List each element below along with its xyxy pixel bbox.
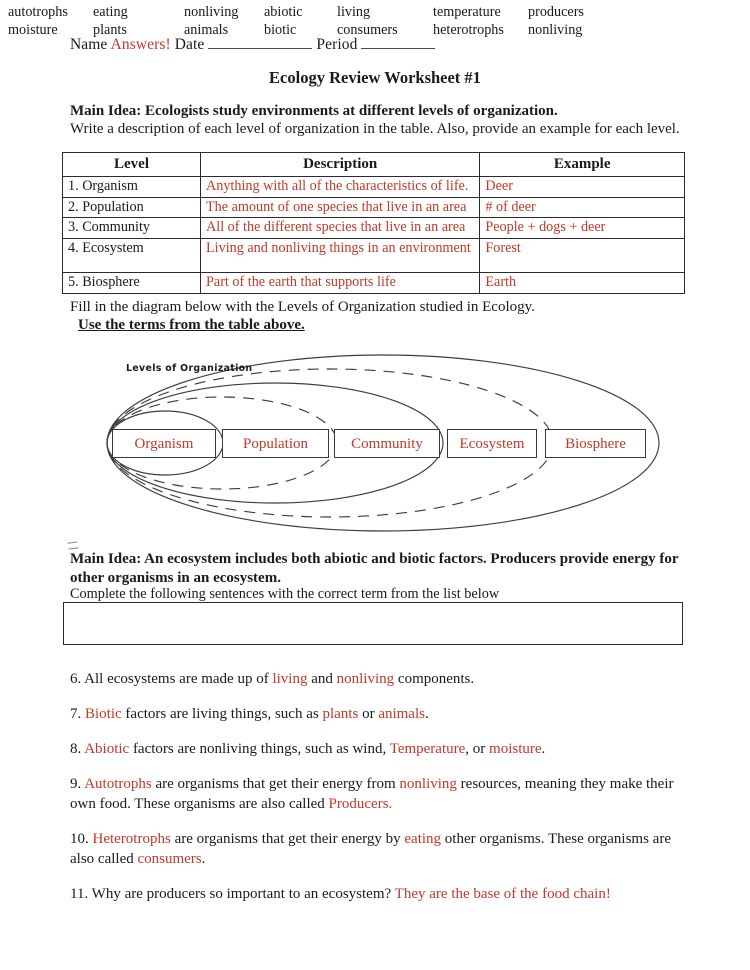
question-text: and [307,671,337,687]
question-text: . [201,850,206,867]
word-bank-term[interactable]: consumers [337,22,398,38]
question-answer[interactable]: They are the base of the food chain! [394,885,611,902]
question-text: or [358,705,379,722]
cell-description[interactable]: The amount of one species that live in an area [201,197,480,218]
question-text: other organisms. These organisms are also called [70,830,671,867]
cell-example[interactable]: Earth [480,273,685,294]
question-item [70,670,685,690]
question-item [70,740,685,760]
question-number: 10. [70,830,89,847]
question-text: Why are producers so important to an ecosystem? [88,885,395,902]
cell-description[interactable]: Part of the earth that supports life [201,273,480,294]
cell-level: 4. Ecosystem [63,239,201,273]
word-bank-term[interactable]: temperature [433,4,501,20]
table-row [63,273,685,294]
word-bank-term[interactable]: nonliving [528,22,583,38]
name-answer: Answers! [110,36,171,53]
word-bank-term[interactable]: moisture [8,22,58,38]
table-row [63,176,685,197]
diagram-box-biosphere[interactable]: Biosphere [545,429,646,458]
word-bank-term[interactable]: biotic [264,22,297,38]
levels-of-organization-diagram [0,352,750,548]
cell-description[interactable]: All of the different species that live in an area [201,218,480,239]
table-row [63,239,685,273]
table-header-row [63,153,685,177]
name-label: Name [70,36,108,53]
question-answer[interactable]: animals [378,705,425,722]
wordbank-instruction: Complete the following sentences with the correct term from the list below [70,586,500,602]
question-answer[interactable]: moisture [489,740,542,757]
question-number: 7. [70,705,82,722]
table-row [63,197,685,218]
word-bank-term[interactable]: animals [184,22,229,38]
question-number: 9. [70,775,82,792]
cell-example[interactable]: # of deer [480,197,685,218]
column-header-level: Level [63,153,201,177]
question-answer[interactable]: consumers [137,850,202,867]
word-bank-term[interactable]: producers [528,4,584,20]
question-item [70,885,685,905]
question-number: 6. [70,671,82,687]
cell-example[interactable]: People + dogs + deer [480,218,685,239]
word-bank-row-1 [8,3,614,21]
question-text: , or [465,740,490,757]
question-answer[interactable]: eating [404,830,442,847]
cell-example[interactable]: Deer [480,176,685,197]
question-answer[interactable]: Heterotrophs [92,830,171,847]
question-text: All ecosystems are made up of [81,671,273,687]
word-bank-term[interactable]: heterotrophs [433,22,504,38]
question-text: factors are nonliving things, such as wind, [129,740,390,757]
cell-level: 1. Organism [63,176,201,197]
cell-level: 2. Population [63,197,201,218]
question-answer[interactable]: Abiotic [84,740,130,757]
question-text: . [541,740,546,757]
question-text: are organisms that get their energy by [170,830,405,847]
question-answer[interactable]: Producers. [328,795,393,812]
cell-level: 3. Community [63,218,201,239]
levels-table [62,152,685,294]
diagram-instruction-line1: Fill in the diagram below with the Levels of Organization studied in Ecology. [70,299,535,315]
word-bank-box [63,602,683,645]
question-number: 11. [70,885,89,902]
question-answer[interactable]: Biotic [85,705,122,722]
word-bank-term[interactable]: autotrophs [8,4,68,20]
table-row [63,218,685,239]
question-text: resources, meaning they make their own food. These organisms are also called [70,775,674,812]
date-label: Date [174,36,205,53]
word-bank-term[interactable]: abiotic [264,4,303,20]
question-text: . [424,705,429,722]
period-label: Period [316,36,358,53]
word-bank-grid [8,3,614,39]
cell-description[interactable]: Anything with all of the characteristics of life. [201,176,480,197]
diagram-title: Levels of Organization [126,363,253,374]
word-bank-term[interactable]: living [337,4,371,20]
scan-artifact-mark [68,541,79,549]
diagram-box-community[interactable]: Community [334,429,440,458]
question-item [70,775,685,815]
diagram-box-population[interactable]: Population [222,429,329,458]
period-blank[interactable] [361,48,435,49]
word-bank-term[interactable]: eating [93,4,128,20]
page-title: Ecology Review Worksheet #1 [269,68,481,87]
cell-example[interactable]: Forest [480,239,685,273]
word-bank-row-2 [8,21,614,39]
question-list [70,655,685,919]
question-text: factors are living things, such as [121,705,323,722]
diagram-instruction-line2: Use the terms from the table above. [78,317,305,333]
main-idea-1: Main Idea: Ecologists study environments at different levels of organization. [70,103,558,119]
column-header-description: Description [201,153,480,177]
date-blank[interactable] [208,48,312,49]
question-answer[interactable]: Autotrophs [84,775,152,792]
cell-description[interactable]: Living and nonliving things in an environment [201,239,480,273]
table-instruction: Write a description of each level of organization in the table. Also, provide an example for each level. [70,121,680,137]
diagram-box-ecosystem[interactable]: Ecosystem [447,429,537,458]
word-bank-term[interactable]: plants [93,22,127,38]
cell-level: 5. Biosphere [63,273,201,294]
word-bank-term[interactable]: nonliving [184,4,239,20]
question-item [70,830,685,870]
question-number: 8. [70,740,82,757]
question-answer[interactable]: living [272,671,308,687]
column-header-example: Example [480,153,685,177]
question-answer[interactable]: plants [322,705,359,722]
main-idea-2: Main Idea: An ecosystem includes both abiotic and biotic factors. Producers provide energy for other organisms in an ecosystem. [70,551,679,586]
question-answer[interactable]: nonliving [399,775,457,792]
question-text: are organisms that get their energy from [151,775,400,792]
question-answer[interactable]: Temperature [389,740,466,757]
question-text: components. [394,671,475,687]
question-item [70,705,685,725]
diagram-box-organism[interactable]: Organism [112,429,216,458]
question-answer[interactable]: nonliving [336,671,395,687]
